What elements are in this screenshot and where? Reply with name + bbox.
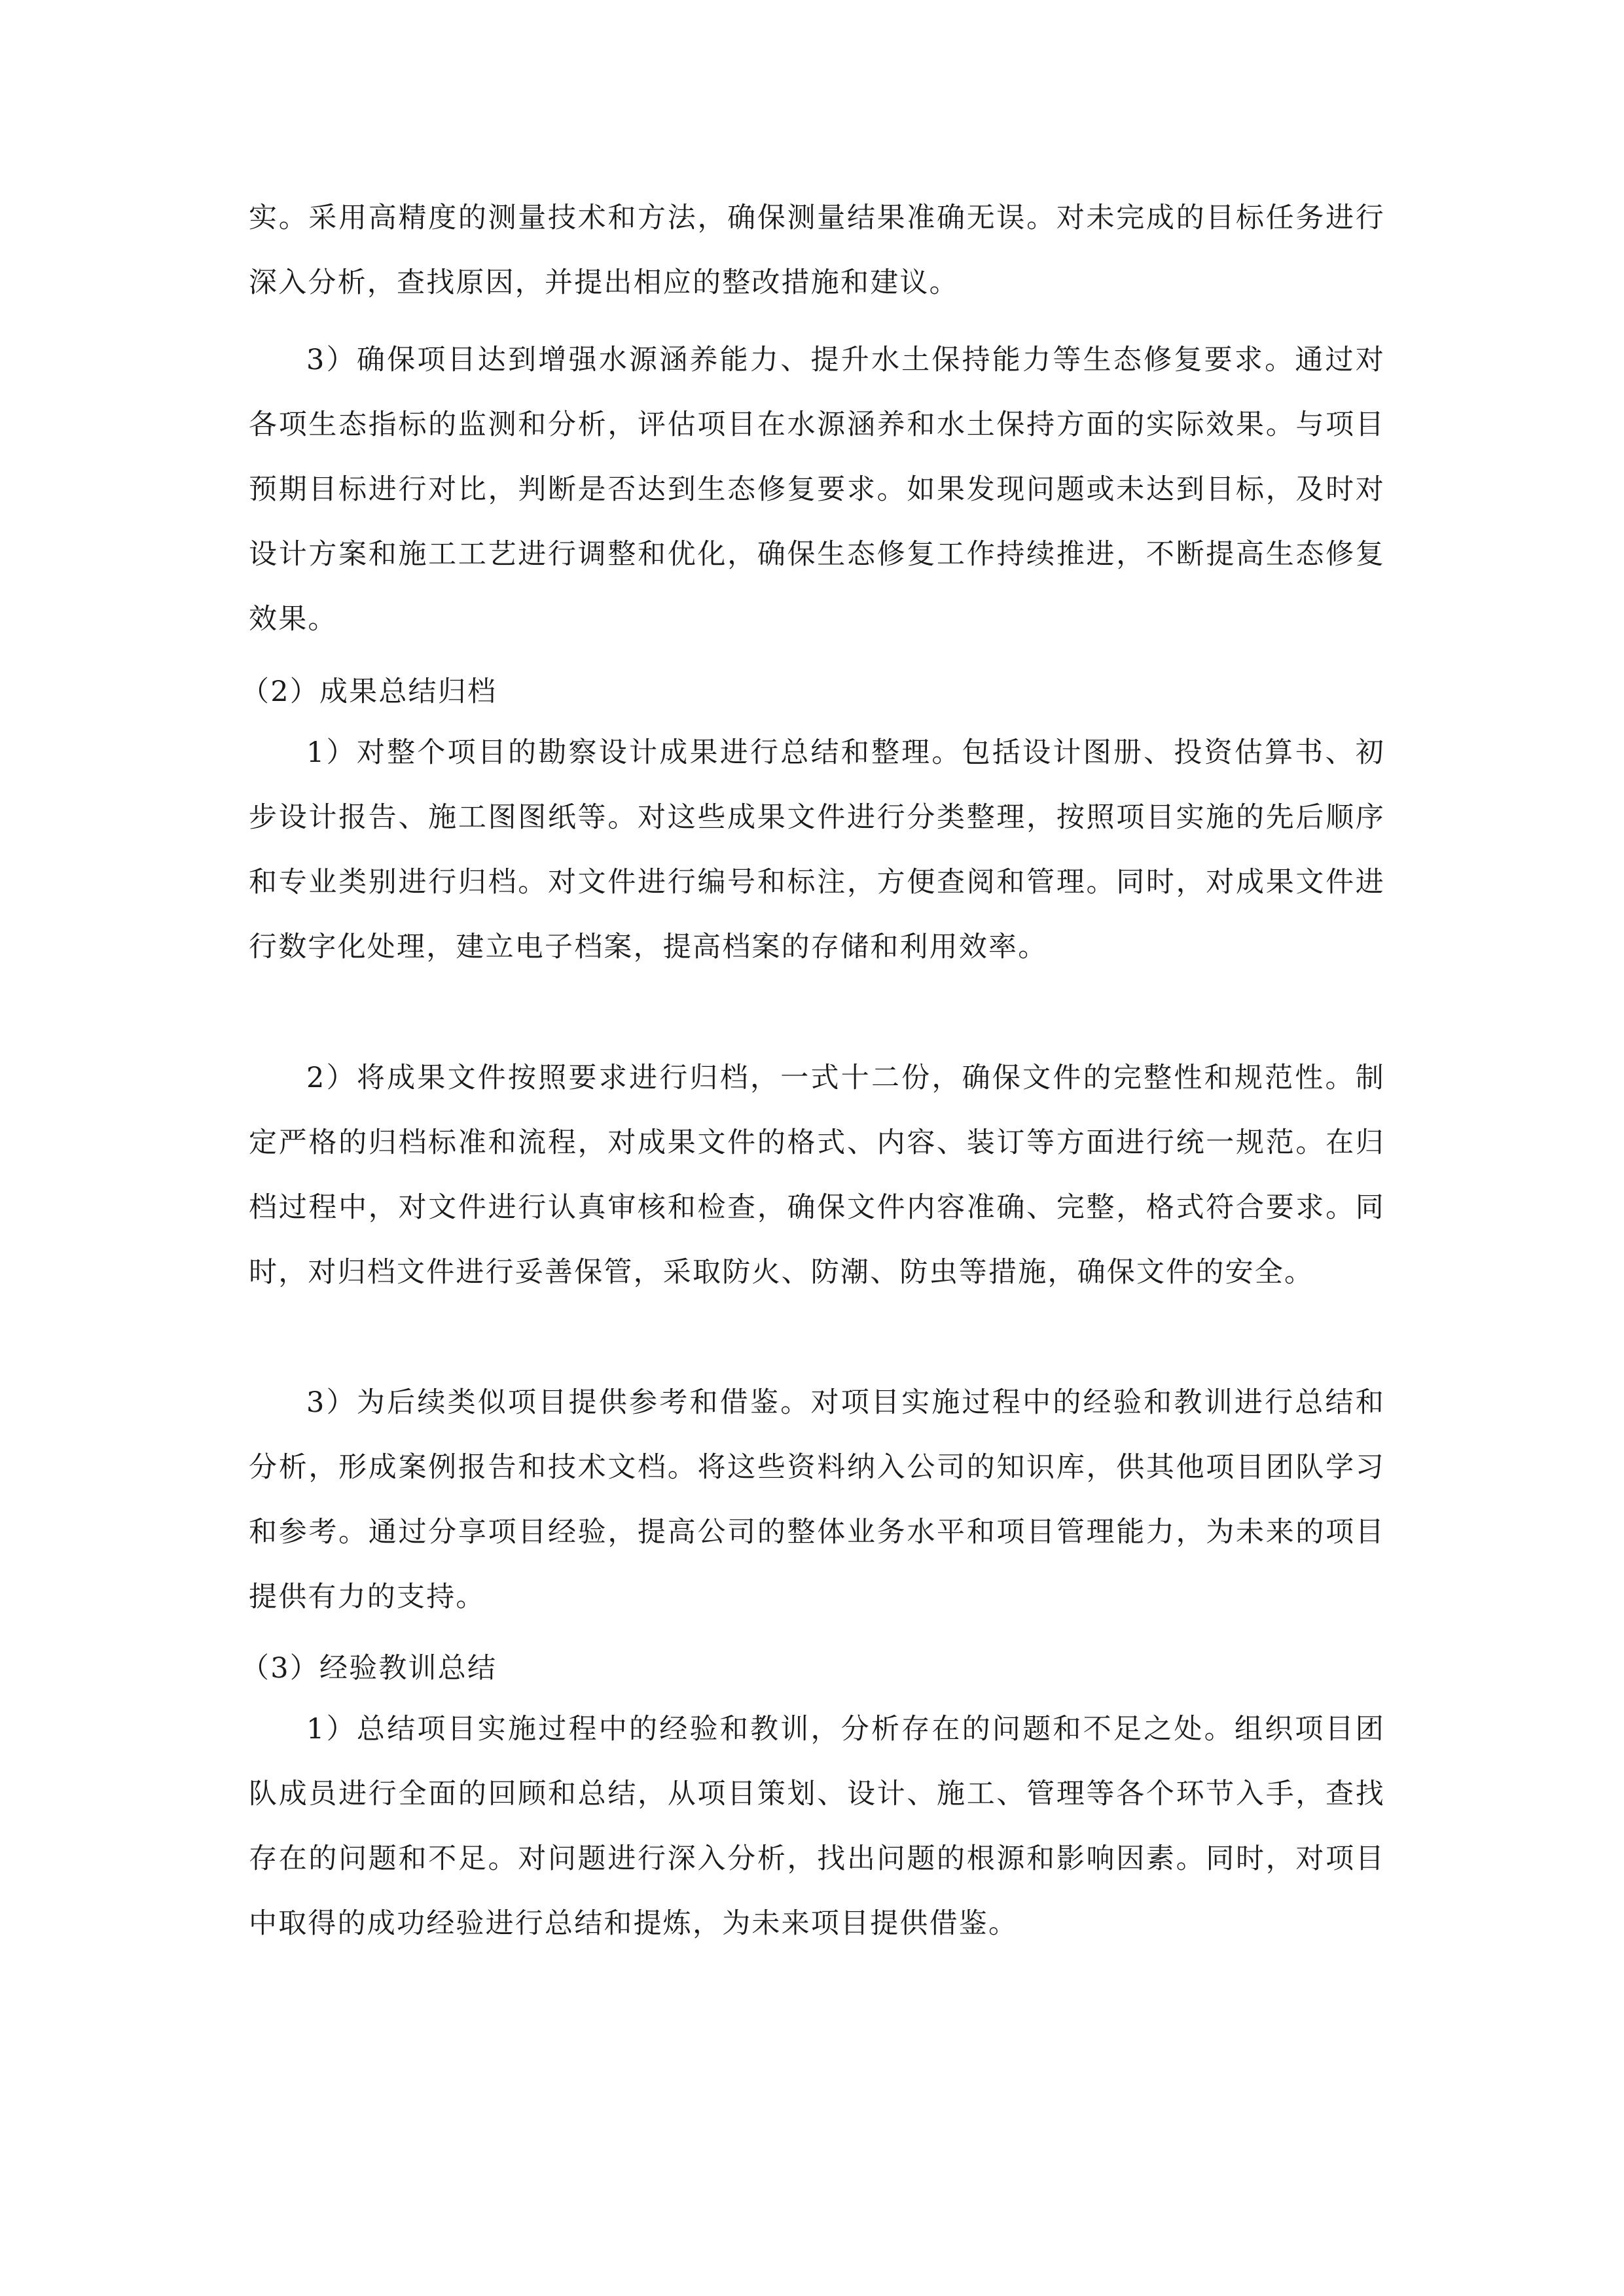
paragraph-archiving-requirements: 2）将成果文件按照要求进行归档，一式十二份，确保文件的完整性和规范性。制定严格的归档标准和流程，对成果文件的格式、内容、装订等方面进行统一规范。在归档过程中，对文件进行认真审核和检查，确保文件内容准确、完整，格式符合要求。同时，对归档文件进行妥善保管，采取防火、防潮、防虫等措施，确保文件的安全。 — [249, 1062, 1385, 1289]
paragraph-results-summary: 1）对整个项目的勘察设计成果进行总结和整理。包括设计图册、投资估算书、初步设计报告、施工图图纸等。对这些成果文件进行分类整理，按照项目实施的先后顺序和专业类别进行归档。对文件进行编号和标注，方便查阅和管理。同时，对成果文件进行数字化处理，建立电子档案，提高档案的存储和利用效率。 — [249, 736, 1385, 963]
section-heading-lessons-learned: （3）经验教训总结 — [241, 1652, 497, 1685]
section-heading-results-archiving: （2）成果总结归档 — [241, 675, 497, 708]
paragraph-continuation: 实。采用高精度的测量技术和方法，确保测量结果准确无误。对未完成的目标任务进行深入分析，查找原因，并提出相应的整改措施和建议。 — [249, 202, 1385, 299]
paragraph-lessons-summary: 1）总结项目实施过程中的经验和教训，分析存在的问题和不足之处。组织项目团队成员进行全面的回顾和总结，从项目策划、设计、施工、管理等各个环节入手，查找存在的问题和不足。对问题进行深入分析，找出问题的根源和影响因素。同时，对项目中取得的成功经验进行总结和提炼，为未来项目提供借鉴。 — [249, 1713, 1385, 1940]
paragraph-reference-for-future: 3）为后续类似项目提供参考和借鉴。对项目实施过程中的经验和教训进行总结和分析，形成案例报告和技术文档。将这些资料纳入公司的知识库，供其他项目团队学习和参考。通过分享项目经验，提高公司的整体业务水平和项目管理能力，为未来的项目提供有力的支持。 — [249, 1386, 1385, 1613]
paragraph-ecological-requirements: 3）确保项目达到增强水源涵养能力、提升水土保持能力等生态修复要求。通过对各项生态指标的监测和分析，评估项目在水源涵养和水土保持方面的实际效果。与项目预期目标进行对比，判断是否达到生态修复要求。如果发现问题或未达到目标，及时对设计方案和施工工艺进行调整和优化，确保生态修复工作持续推进，不断提高生态修复效果。 — [249, 344, 1385, 636]
